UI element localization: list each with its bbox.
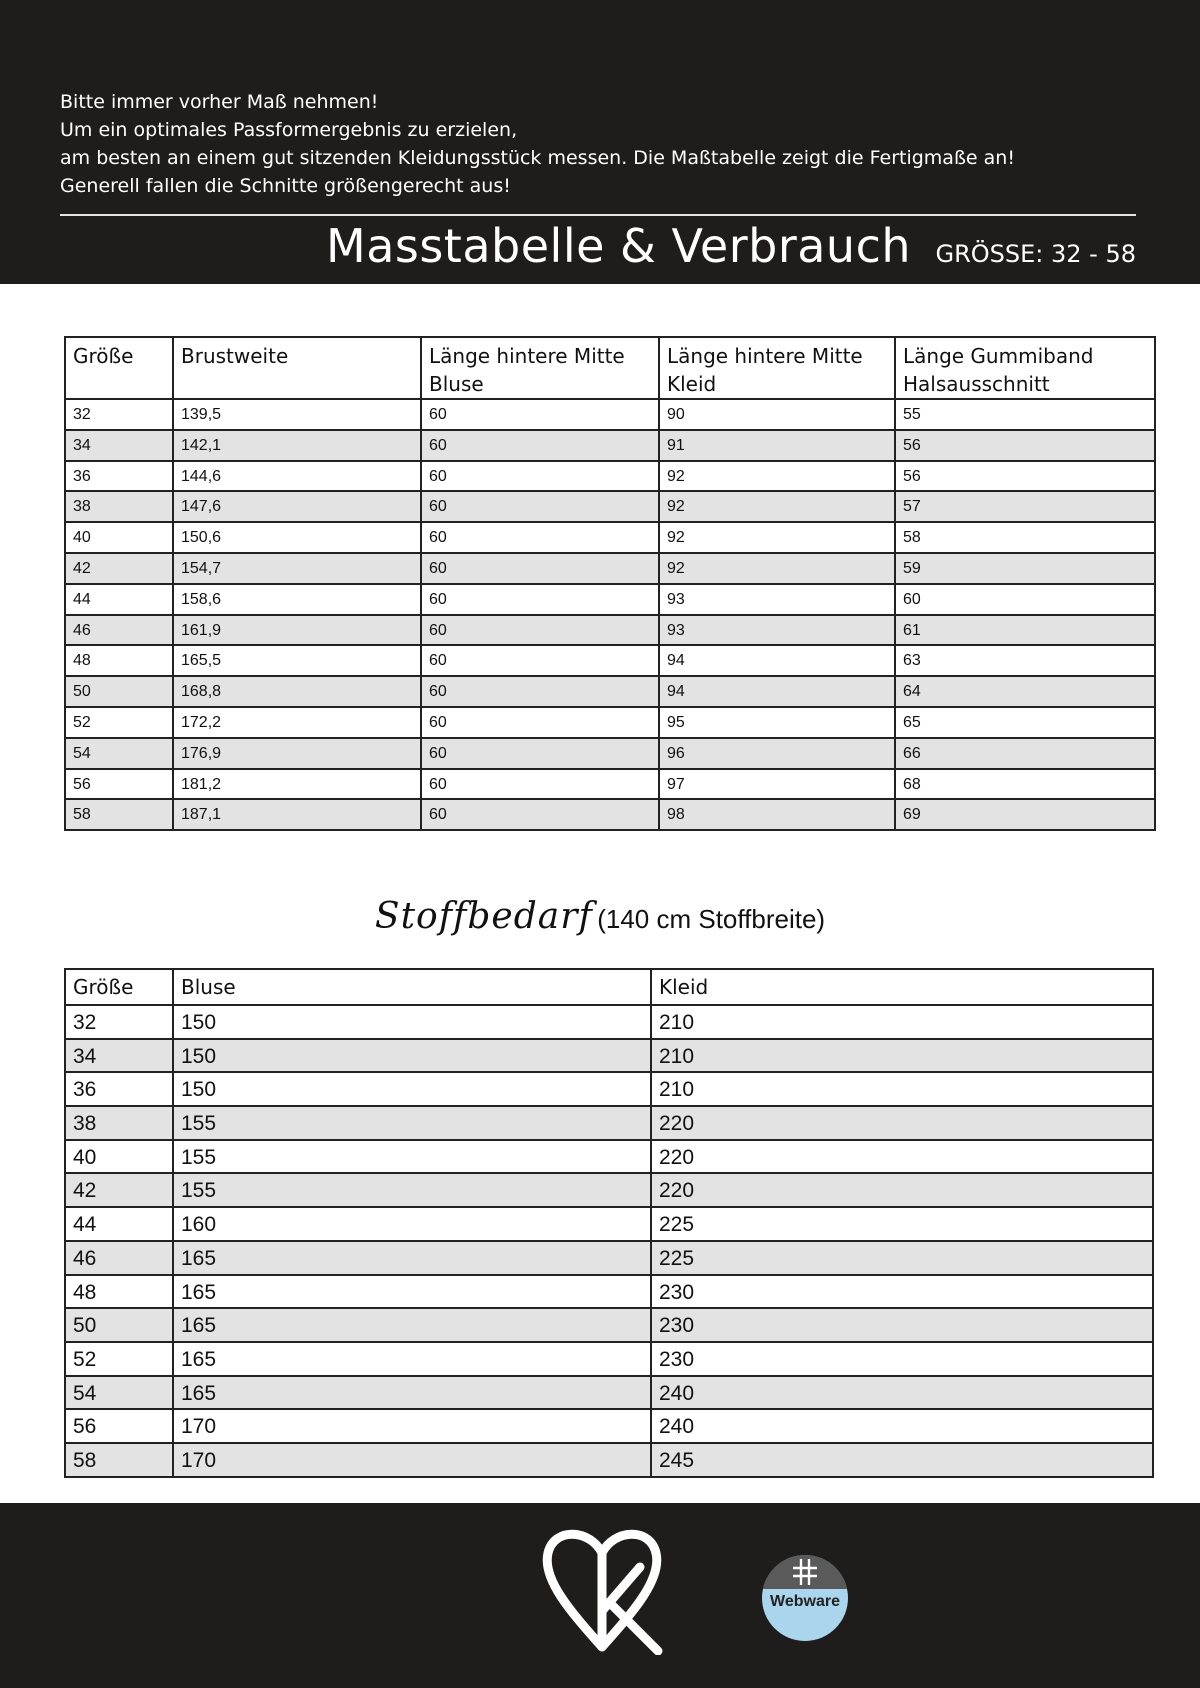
- table-cell: 48: [65, 1275, 173, 1309]
- table-row: [65, 1275, 1153, 1309]
- table-cell: 181,2: [173, 769, 421, 800]
- table-cell: 150: [173, 1039, 651, 1073]
- table-cell: 52: [65, 1342, 173, 1376]
- column-header: Kleid: [651, 969, 1153, 1005]
- table-cell: 66: [895, 738, 1155, 769]
- table-cell: 165,5: [173, 645, 421, 676]
- table-cell: 60: [421, 491, 659, 522]
- table-cell: 58: [65, 1443, 173, 1477]
- table-cell: 165: [173, 1342, 651, 1376]
- table-cell: 59: [895, 553, 1155, 584]
- table-cell: 155: [173, 1173, 651, 1207]
- table-cell: 56: [895, 461, 1155, 492]
- table-header-row: [65, 969, 1153, 1005]
- table-cell: 98: [659, 799, 895, 830]
- intro-line: Bitte immer vorher Maß nehmen!: [60, 91, 379, 113]
- table-cell: 38: [65, 491, 173, 522]
- table-cell: 220: [651, 1173, 1153, 1207]
- table-cell: 32: [65, 399, 173, 430]
- size-range: GRÖSSE: 32 - 58: [935, 240, 1136, 268]
- table-cell: 92: [659, 461, 895, 492]
- table-cell: 96: [659, 738, 895, 769]
- column-header: Länge hintere Mitte Bluse: [421, 337, 659, 399]
- measurement-table: [64, 336, 1156, 831]
- table-cell: 240: [651, 1409, 1153, 1443]
- table-row: [65, 1308, 1153, 1342]
- table-row: [65, 1376, 1153, 1410]
- table-cell: 34: [65, 1039, 173, 1073]
- table-row: [65, 522, 1155, 553]
- column-header: Länge hintere Mitte Kleid: [659, 337, 895, 399]
- heart-k-logo-icon: [540, 1523, 664, 1655]
- table-cell: 42: [65, 553, 173, 584]
- table-cell: 158,6: [173, 584, 421, 615]
- table-row: [65, 584, 1155, 615]
- intro-line: am besten an einem gut sitzenden Kleidungsstück messen. Die Maßtabelle zeigt die Fertigmaße an!: [60, 147, 1015, 169]
- table-cell: 60: [421, 615, 659, 646]
- table-row: [65, 491, 1155, 522]
- column-header: Brustweite: [173, 337, 421, 399]
- table-cell: 54: [65, 738, 173, 769]
- page-title: Masstabelle & Verbrauch: [326, 219, 912, 273]
- table-cell: 69: [895, 799, 1155, 830]
- table-row: [65, 1039, 1153, 1073]
- table-row: [65, 1072, 1153, 1106]
- table-cell: 172,2: [173, 707, 421, 738]
- table-cell: 60: [421, 522, 659, 553]
- table-cell: 52: [65, 707, 173, 738]
- table-cell: 46: [65, 1241, 173, 1275]
- table-cell: 57: [895, 491, 1155, 522]
- table-cell: 187,1: [173, 799, 421, 830]
- table-cell: 176,9: [173, 738, 421, 769]
- fabric-weave-icon: [793, 1559, 817, 1585]
- column-header: Größe: [65, 337, 173, 399]
- table-cell: 92: [659, 522, 895, 553]
- table-row: [65, 1140, 1153, 1174]
- table-row: [65, 430, 1155, 461]
- column-header: Größe: [65, 969, 173, 1005]
- table-row: [65, 1443, 1153, 1477]
- table-header-row: [65, 337, 1155, 399]
- webware-badge: [762, 1555, 848, 1641]
- table-cell: 50: [65, 676, 173, 707]
- table-cell: 68: [895, 769, 1155, 800]
- column-header: Länge Gummiband Halsausschnitt: [895, 337, 1155, 399]
- table-cell: 93: [659, 584, 895, 615]
- table-cell: 210: [651, 1072, 1153, 1106]
- intro-text: [60, 88, 1140, 200]
- table-row: [65, 769, 1155, 800]
- fabric-table: [64, 968, 1154, 1478]
- table-cell: 56: [65, 1409, 173, 1443]
- table-cell: 48: [65, 645, 173, 676]
- table-cell: 55: [895, 399, 1155, 430]
- table-cell: 220: [651, 1106, 1153, 1140]
- table-row: [65, 615, 1155, 646]
- table-cell: 60: [421, 799, 659, 830]
- table-cell: 50: [65, 1308, 173, 1342]
- intro-line: Generell fallen die Schnitte größengerecht aus!: [60, 175, 511, 197]
- table-cell: 44: [65, 584, 173, 615]
- table-cell: 165: [173, 1241, 651, 1275]
- table-cell: 170: [173, 1443, 651, 1477]
- header-band: [0, 0, 1200, 284]
- table-cell: 60: [895, 584, 1155, 615]
- table-cell: 90: [659, 399, 895, 430]
- table-cell: 60: [421, 738, 659, 769]
- table-cell: 165: [173, 1275, 651, 1309]
- table-cell: 155: [173, 1106, 651, 1140]
- table-cell: 97: [659, 769, 895, 800]
- table-row: [65, 1241, 1153, 1275]
- table-row: [65, 1005, 1153, 1039]
- table-cell: 38: [65, 1106, 173, 1140]
- column-header: Bluse: [173, 969, 651, 1005]
- table-cell: 54: [65, 1376, 173, 1410]
- table-cell: 61: [895, 615, 1155, 646]
- table-row: [65, 1342, 1153, 1376]
- table-cell: 225: [651, 1207, 1153, 1241]
- table-cell: 94: [659, 645, 895, 676]
- table-cell: 60: [421, 769, 659, 800]
- table-cell: 44: [65, 1207, 173, 1241]
- table-cell: 65: [895, 707, 1155, 738]
- table-cell: 210: [651, 1039, 1153, 1073]
- table-cell: 46: [65, 615, 173, 646]
- table-row: [65, 707, 1155, 738]
- table-cell: 144,6: [173, 461, 421, 492]
- table-cell: 34: [65, 430, 173, 461]
- badge-label: Webware: [770, 1593, 840, 1610]
- table-cell: 154,7: [173, 553, 421, 584]
- table-cell: 64: [895, 676, 1155, 707]
- table-cell: 92: [659, 491, 895, 522]
- table-row: [65, 676, 1155, 707]
- table-cell: 220: [651, 1140, 1153, 1174]
- table-cell: 60: [421, 399, 659, 430]
- intro-line: Um ein optimales Passformergebnis zu erzielen,: [60, 119, 518, 141]
- table-row: [65, 645, 1155, 676]
- table-cell: 160: [173, 1207, 651, 1241]
- table-cell: 60: [421, 461, 659, 492]
- footer-band: [0, 1503, 1200, 1688]
- table-row: [65, 799, 1155, 830]
- table-cell: 150: [173, 1072, 651, 1106]
- table-cell: 150: [173, 1005, 651, 1039]
- table-cell: 150,6: [173, 522, 421, 553]
- table-cell: 56: [895, 430, 1155, 461]
- table-row: [65, 1409, 1153, 1443]
- table-cell: 95: [659, 707, 895, 738]
- table-cell: 165: [173, 1308, 651, 1342]
- table-cell: 225: [651, 1241, 1153, 1275]
- table-cell: 60: [421, 584, 659, 615]
- table-row: [65, 553, 1155, 584]
- table-cell: 60: [421, 430, 659, 461]
- table-row: [65, 738, 1155, 769]
- table-cell: 230: [651, 1342, 1153, 1376]
- table-cell: 60: [421, 645, 659, 676]
- table-cell: 60: [421, 676, 659, 707]
- table-cell: 40: [65, 1140, 173, 1174]
- table-cell: 170: [173, 1409, 651, 1443]
- table-cell: 56: [65, 769, 173, 800]
- table-cell: 240: [651, 1376, 1153, 1410]
- table-cell: 91: [659, 430, 895, 461]
- table-cell: 60: [421, 553, 659, 584]
- table-cell: 94: [659, 676, 895, 707]
- table-cell: 161,9: [173, 615, 421, 646]
- fabric-heading: [0, 896, 1200, 937]
- table-cell: 36: [65, 461, 173, 492]
- table-cell: 42: [65, 1173, 173, 1207]
- table-cell: 58: [65, 799, 173, 830]
- fabric-heading-title: Stoffbedarf: [374, 896, 593, 937]
- table-cell: 168,8: [173, 676, 421, 707]
- table-cell: 210: [651, 1005, 1153, 1039]
- table-cell: 142,1: [173, 430, 421, 461]
- table-cell: 60: [421, 707, 659, 738]
- fabric-heading-subtitle: (140 cm Stoffbreite): [597, 904, 826, 934]
- table-cell: 93: [659, 615, 895, 646]
- table-cell: 147,6: [173, 491, 421, 522]
- table-row: [65, 1173, 1153, 1207]
- table-cell: 92: [659, 553, 895, 584]
- table-cell: 230: [651, 1308, 1153, 1342]
- table-row: [65, 461, 1155, 492]
- table-row: [65, 1207, 1153, 1241]
- table-row: [65, 399, 1155, 430]
- table-cell: 155: [173, 1140, 651, 1174]
- table-cell: 32: [65, 1005, 173, 1039]
- table-cell: 230: [651, 1275, 1153, 1309]
- table-cell: 63: [895, 645, 1155, 676]
- table-cell: 36: [65, 1072, 173, 1106]
- table-row: [65, 1106, 1153, 1140]
- table-cell: 165: [173, 1376, 651, 1410]
- table-cell: 58: [895, 522, 1155, 553]
- table-cell: 139,5: [173, 399, 421, 430]
- table-cell: 40: [65, 522, 173, 553]
- table-cell: 245: [651, 1443, 1153, 1477]
